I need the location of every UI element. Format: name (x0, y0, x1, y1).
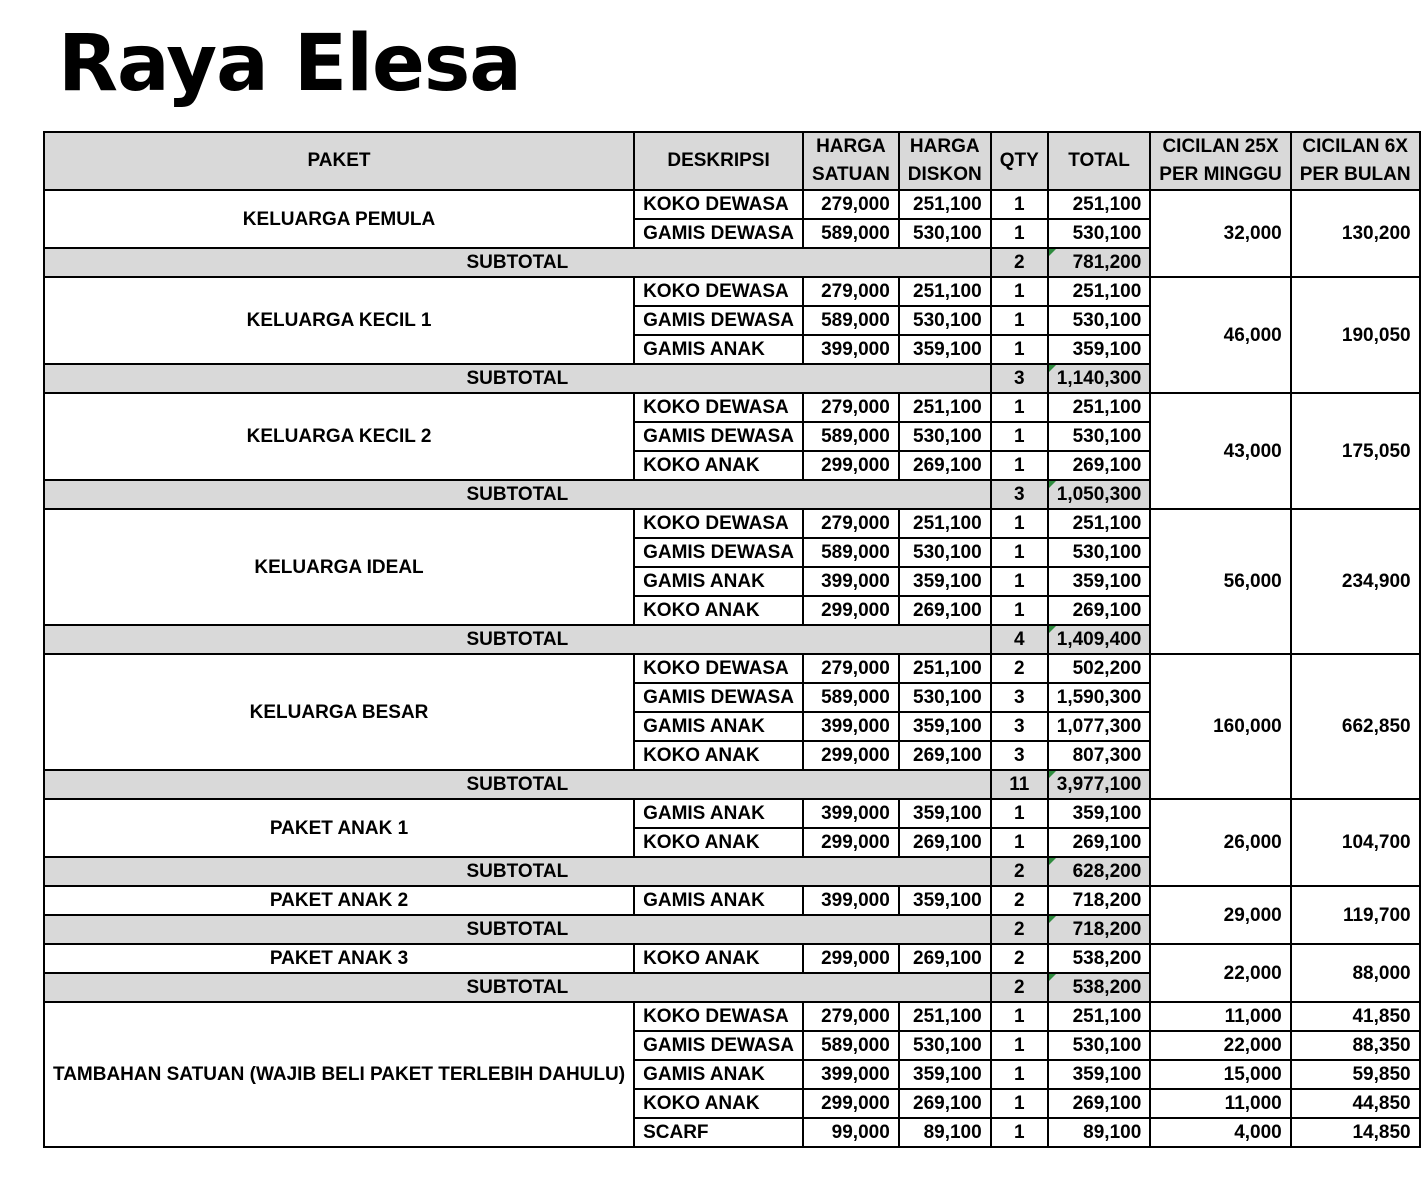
item-harga-satuan: 589,000 (803, 1031, 899, 1060)
cicilan-6x: 130,200 (1291, 190, 1420, 277)
item-qty: 3 (991, 712, 1048, 741)
item-description: GAMIS DEWASA (634, 538, 803, 567)
item-total: 89,100 (1048, 1118, 1151, 1147)
subtotal-label: SUBTOTAL (44, 857, 991, 886)
subtotal-qty: 2 (991, 915, 1048, 944)
item-harga-satuan: 589,000 (803, 683, 899, 712)
item-qty: 1 (991, 190, 1048, 219)
item-qty: 1 (991, 306, 1048, 335)
item-harga-diskon: 530,100 (899, 1031, 991, 1060)
subtotal-label: SUBTOTAL (44, 364, 991, 393)
item-total: 530,100 (1048, 306, 1151, 335)
cicilan-25x: 4,000 (1150, 1118, 1290, 1147)
table-row (44, 886, 1420, 915)
item-harga-diskon: 251,100 (899, 393, 991, 422)
item-description: KOKO DEWASA (634, 509, 803, 538)
item-harga-diskon: 359,100 (899, 799, 991, 828)
item-total: 359,100 (1048, 1060, 1151, 1089)
item-total: 269,100 (1048, 1089, 1151, 1118)
item-description: GAMIS DEWASA (634, 1031, 803, 1060)
item-harga-satuan: 299,000 (803, 1089, 899, 1118)
item-description: GAMIS ANAK (634, 567, 803, 596)
cicilan-25x: 56,000 (1150, 509, 1290, 654)
item-harga-satuan: 589,000 (803, 422, 899, 451)
item-qty: 3 (991, 683, 1048, 712)
item-harga-satuan: 399,000 (803, 886, 899, 915)
package-name: KELUARGA IDEAL (44, 509, 634, 625)
cicilan-25x: 26,000 (1150, 799, 1290, 886)
item-description: KOKO DEWASA (634, 190, 803, 219)
item-harga-satuan: 399,000 (803, 799, 899, 828)
cicilan-6x: 44,850 (1291, 1089, 1420, 1118)
cicilan-6x: 190,050 (1291, 277, 1420, 393)
item-description: KOKO DEWASA (634, 277, 803, 306)
item-qty: 1 (991, 1002, 1048, 1031)
item-qty: 1 (991, 277, 1048, 306)
package-name: KELUARGA KECIL 2 (44, 393, 634, 480)
item-qty: 1 (991, 1089, 1048, 1118)
table-row (44, 190, 1420, 219)
item-qty: 1 (991, 219, 1048, 248)
item-harga-diskon: 359,100 (899, 567, 991, 596)
item-harga-satuan: 279,000 (803, 1002, 899, 1031)
item-harga-diskon: 359,100 (899, 1060, 991, 1089)
item-harga-diskon: 269,100 (899, 828, 991, 857)
item-qty: 1 (991, 828, 1048, 857)
item-harga-satuan: 279,000 (803, 277, 899, 306)
item-total: 359,100 (1048, 799, 1151, 828)
item-total: 530,100 (1048, 219, 1151, 248)
cicilan-6x: 41,850 (1291, 1002, 1420, 1031)
table-row (44, 799, 1420, 828)
item-qty: 1 (991, 509, 1048, 538)
subtotal-qty: 2 (991, 973, 1048, 1002)
item-description: KOKO ANAK (634, 451, 803, 480)
subtotal-total: 718,200 (1048, 915, 1151, 944)
cicilan-25x: 46,000 (1150, 277, 1290, 393)
item-description: KOKO DEWASA (634, 393, 803, 422)
cicilan-6x: 234,900 (1291, 509, 1420, 654)
item-harga-diskon: 269,100 (899, 1089, 991, 1118)
item-qty: 1 (991, 596, 1048, 625)
item-harga-diskon: 251,100 (899, 190, 991, 219)
item-description: GAMIS DEWASA (634, 422, 803, 451)
item-harga-satuan: 299,000 (803, 596, 899, 625)
item-harga-satuan: 399,000 (803, 567, 899, 596)
item-total: 251,100 (1048, 509, 1151, 538)
package-name: KELUARGA KECIL 1 (44, 277, 634, 364)
item-harga-satuan: 99,000 (803, 1118, 899, 1147)
item-total: 269,100 (1048, 828, 1151, 857)
subtotal-label: SUBTOTAL (44, 770, 991, 799)
cicilan-25x: 22,000 (1150, 944, 1290, 1002)
item-harga-diskon: 269,100 (899, 944, 991, 973)
table-row (44, 509, 1420, 538)
item-harga-satuan: 589,000 (803, 219, 899, 248)
cicilan-6x: 59,850 (1291, 1060, 1420, 1089)
item-description: GAMIS ANAK (634, 335, 803, 364)
item-description: KOKO ANAK (634, 596, 803, 625)
item-total: 269,100 (1048, 596, 1151, 625)
subtotal-label: SUBTOTAL (44, 973, 991, 1002)
item-description: GAMIS ANAK (634, 1060, 803, 1089)
cicilan-6x: 88,000 (1291, 944, 1420, 1002)
item-qty: 1 (991, 422, 1048, 451)
subtotal-total: 1,409,400 (1048, 625, 1151, 654)
item-harga-satuan: 299,000 (803, 944, 899, 973)
item-harga-diskon: 530,100 (899, 422, 991, 451)
item-harga-satuan: 589,000 (803, 306, 899, 335)
subtotal-qty: 4 (991, 625, 1048, 654)
item-harga-satuan: 279,000 (803, 190, 899, 219)
table-row (44, 654, 1420, 683)
package-name: PAKET ANAK 1 (44, 799, 634, 857)
item-total: 251,100 (1048, 393, 1151, 422)
subtotal-label: SUBTOTAL (44, 480, 991, 509)
header-cicilan-6x: CICILAN 6X PER BULAN (1291, 132, 1420, 190)
item-description: GAMIS ANAK (634, 886, 803, 915)
item-qty: 3 (991, 741, 1048, 770)
item-total: 269,100 (1048, 451, 1151, 480)
item-harga-satuan: 299,000 (803, 451, 899, 480)
header-qty: QTY (991, 132, 1048, 190)
item-harga-satuan: 279,000 (803, 654, 899, 683)
cicilan-25x: 43,000 (1150, 393, 1290, 509)
cicilan-6x: 88,350 (1291, 1031, 1420, 1060)
cicilan-6x: 175,050 (1291, 393, 1420, 509)
subtotal-total: 3,977,100 (1048, 770, 1151, 799)
item-harga-diskon: 269,100 (899, 741, 991, 770)
subtotal-total: 538,200 (1048, 973, 1151, 1002)
item-description: KOKO ANAK (634, 944, 803, 973)
item-qty: 2 (991, 654, 1048, 683)
package-name: PAKET ANAK 2 (44, 886, 634, 915)
item-total: 1,590,300 (1048, 683, 1151, 712)
item-harga-diskon: 251,100 (899, 509, 991, 538)
subtotal-qty: 2 (991, 248, 1048, 277)
subtotal-qty: 3 (991, 480, 1048, 509)
item-qty: 1 (991, 1118, 1048, 1147)
item-total: 359,100 (1048, 567, 1151, 596)
cicilan-25x: 29,000 (1150, 886, 1290, 944)
subtotal-total: 781,200 (1048, 248, 1151, 277)
item-total: 251,100 (1048, 1002, 1151, 1031)
item-harga-diskon: 530,100 (899, 538, 991, 567)
item-harga-satuan: 299,000 (803, 741, 899, 770)
cicilan-6x: 119,700 (1291, 886, 1420, 944)
item-description: GAMIS ANAK (634, 712, 803, 741)
subtotal-total: 1,140,300 (1048, 364, 1151, 393)
item-harga-diskon: 269,100 (899, 451, 991, 480)
item-qty: 1 (991, 538, 1048, 567)
subtotal-qty: 11 (991, 770, 1048, 799)
cicilan-25x: 22,000 (1150, 1031, 1290, 1060)
item-qty: 1 (991, 799, 1048, 828)
item-qty: 1 (991, 335, 1048, 364)
item-harga-diskon: 251,100 (899, 654, 991, 683)
item-qty: 2 (991, 886, 1048, 915)
item-total: 251,100 (1048, 190, 1151, 219)
package-name: PAKET ANAK 3 (44, 944, 634, 973)
item-description: KOKO ANAK (634, 828, 803, 857)
item-qty: 1 (991, 393, 1048, 422)
table-body (44, 190, 1420, 1147)
item-description: GAMIS DEWASA (634, 306, 803, 335)
item-harga-diskon: 251,100 (899, 1002, 991, 1031)
cicilan-6x: 662,850 (1291, 654, 1420, 799)
item-description: GAMIS ANAK (634, 799, 803, 828)
item-harga-satuan: 399,000 (803, 335, 899, 364)
item-description: KOKO ANAK (634, 741, 803, 770)
page-title: Raya Elesa (58, 19, 521, 109)
subtotal-label: SUBTOTAL (44, 915, 991, 944)
item-description: KOKO ANAK (634, 1089, 803, 1118)
cicilan-6x: 104,700 (1291, 799, 1420, 886)
item-harga-diskon: 359,100 (899, 712, 991, 741)
item-harga-satuan: 589,000 (803, 538, 899, 567)
subtotal-qty: 3 (991, 364, 1048, 393)
subtotal-label: SUBTOTAL (44, 248, 991, 277)
item-description: GAMIS DEWASA (634, 683, 803, 712)
header-deskripsi: DESKRIPSI (634, 132, 803, 190)
item-qty: 1 (991, 567, 1048, 596)
header-total: TOTAL (1048, 132, 1151, 190)
item-total: 530,100 (1048, 538, 1151, 567)
cicilan-6x: 14,850 (1291, 1118, 1420, 1147)
item-total: 359,100 (1048, 335, 1151, 364)
header-paket: PAKET (44, 132, 634, 190)
item-qty: 1 (991, 451, 1048, 480)
header-harga-satuan: HARGA SATUAN (803, 132, 899, 190)
subtotal-total: 628,200 (1048, 857, 1151, 886)
item-total: 1,077,300 (1048, 712, 1151, 741)
table-row (44, 277, 1420, 306)
item-harga-diskon: 530,100 (899, 306, 991, 335)
item-harga-satuan: 279,000 (803, 393, 899, 422)
cicilan-25x: 32,000 (1150, 190, 1290, 277)
item-total: 538,200 (1048, 944, 1151, 973)
cicilan-25x: 11,000 (1150, 1002, 1290, 1031)
subtotal-label: SUBTOTAL (44, 625, 991, 654)
cicilan-25x: 160,000 (1150, 654, 1290, 799)
package-name: KELUARGA PEMULA (44, 190, 634, 248)
item-harga-diskon: 359,100 (899, 886, 991, 915)
item-description: SCARF (634, 1118, 803, 1147)
item-harga-satuan: 399,000 (803, 712, 899, 741)
cicilan-25x: 15,000 (1150, 1060, 1290, 1089)
table-row (44, 393, 1420, 422)
item-qty: 2 (991, 944, 1048, 973)
table-row (44, 944, 1420, 973)
item-total: 251,100 (1048, 277, 1151, 306)
item-harga-diskon: 89,100 (899, 1118, 991, 1147)
cicilan-25x: 11,000 (1150, 1089, 1290, 1118)
item-harga-satuan: 399,000 (803, 1060, 899, 1089)
item-harga-diskon: 269,100 (899, 596, 991, 625)
item-description: KOKO DEWASA (634, 654, 803, 683)
header-cicilan-25x: CICILAN 25X PER MINGGU (1150, 132, 1290, 190)
subtotal-total: 1,050,300 (1048, 480, 1151, 509)
item-harga-diskon: 251,100 (899, 277, 991, 306)
item-harga-satuan: 279,000 (803, 509, 899, 538)
item-total: 807,300 (1048, 741, 1151, 770)
subtotal-qty: 2 (991, 857, 1048, 886)
item-harga-satuan: 299,000 (803, 828, 899, 857)
item-description: KOKO DEWASA (634, 1002, 803, 1031)
item-total: 530,100 (1048, 1031, 1151, 1060)
item-qty: 1 (991, 1060, 1048, 1089)
item-harga-diskon: 530,100 (899, 683, 991, 712)
item-harga-diskon: 530,100 (899, 219, 991, 248)
item-harga-diskon: 359,100 (899, 335, 991, 364)
item-qty: 1 (991, 1031, 1048, 1060)
header-harga-diskon: HARGA DISKON (899, 132, 991, 190)
price-table (43, 131, 1421, 1148)
package-name: KELUARGA BESAR (44, 654, 634, 770)
header-row (44, 132, 1420, 190)
tambahan-name: TAMBAHAN SATUAN (WAJIB BELI PAKET TERLEBIH DAHULU) (44, 1002, 634, 1147)
item-total: 502,200 (1048, 654, 1151, 683)
item-total: 718,200 (1048, 886, 1151, 915)
item-description: GAMIS DEWASA (634, 219, 803, 248)
table-row (44, 1002, 1420, 1031)
item-total: 530,100 (1048, 422, 1151, 451)
